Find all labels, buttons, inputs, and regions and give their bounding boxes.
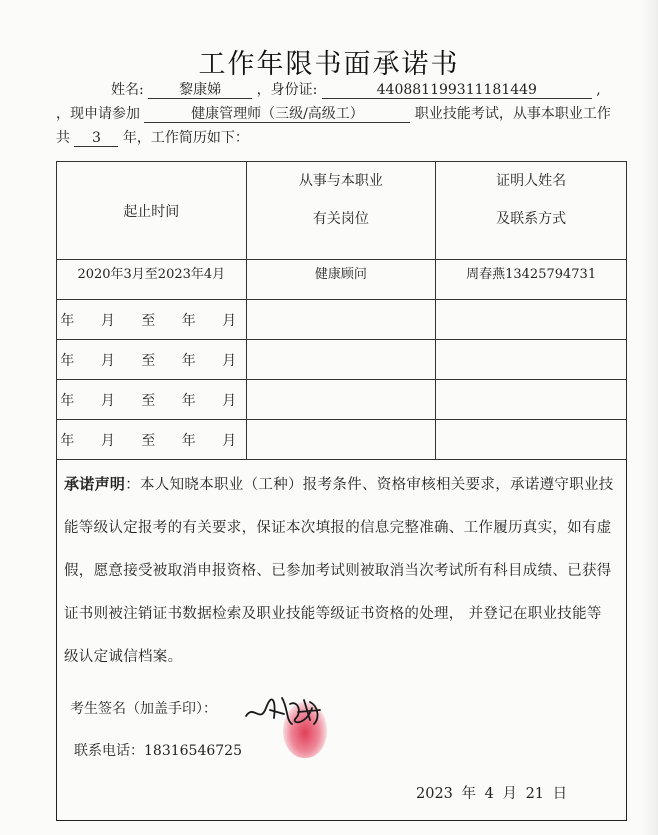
contact-line	[74, 740, 242, 760]
row-witness	[436, 380, 627, 420]
years-value: 3	[74, 130, 118, 147]
row-witness	[436, 340, 627, 380]
work-history-table	[56, 161, 627, 460]
row-period: 年 月 至 年 月	[57, 420, 247, 460]
row-period: 年 月 至 年 月	[57, 300, 247, 340]
name-label: 姓名:	[111, 82, 144, 98]
apply-suffix: 职业技能考试，从事本职业工作	[414, 106, 611, 122]
header-witness-line1: 证明人姓名	[496, 173, 567, 189]
row-witness	[436, 300, 627, 340]
contact-value: 18316546725	[144, 743, 242, 759]
header-position-line1: 从事与本职业	[298, 173, 383, 189]
header-period: 起止时间	[57, 162, 247, 260]
row-witness	[436, 420, 627, 460]
id-trailing-comma: ,	[596, 82, 601, 98]
table-row	[57, 260, 627, 300]
apply-prefix: ，现申请参加	[56, 106, 140, 122]
header-position-line2: 有关岗位	[312, 211, 369, 227]
exam-value: 健康管理师（三级/高级工）	[144, 106, 410, 123]
row-period: 年 月 至 年 月	[57, 340, 247, 380]
years-suffix: 年，工作简历如下：	[122, 130, 249, 146]
table-row	[57, 420, 627, 460]
table-row	[57, 380, 627, 420]
row-witness: 周春燕13425794731	[436, 260, 627, 300]
applicant-line	[111, 79, 601, 99]
row-period: 年 月 至 年 月	[57, 380, 247, 420]
row-position	[246, 340, 436, 380]
table-header-row	[57, 162, 627, 260]
years-line	[56, 127, 249, 147]
contact-label: 联系电话：	[74, 743, 144, 759]
name-value: 黎康娣	[148, 82, 252, 99]
row-position	[246, 380, 436, 420]
exam-line	[56, 103, 611, 123]
row-position	[246, 420, 436, 460]
header-witness-line2: 及联系方式	[496, 211, 567, 227]
signing-date: 2023 年 4 月 21 日	[416, 786, 568, 802]
table-row	[57, 340, 627, 380]
years-prefix: 共	[56, 130, 70, 146]
document-title: 工作年限书面承诺书	[198, 49, 460, 80]
signature-label: 考生签名（加盖手印）：	[70, 701, 217, 717]
handwritten-signature	[240, 690, 330, 734]
row-period: 2020年3月至2023年4月	[57, 260, 247, 300]
page-edge-shadow	[642, 0, 658, 835]
declaration-text: ：本人知晓本职业（工种）报考条件、资格审核相关要求，承诺遵守职业技能等级认定报考的有关要求，保证本次填报的信息完整准确、工作履历真实，如有虚假，愿意接受被取消申报资格、已参加考试则被取消当次考试所有科目成绩、已获得证书则被注销证书数据检索及职业技能等级证书资格的处理， 并登记在职业技能等级认定诚信档案。	[64, 477, 614, 665]
header-position	[246, 162, 436, 260]
declaration-heading: 承诺声明	[64, 475, 126, 493]
row-position: 健康顾问	[246, 260, 436, 300]
declaration-block	[64, 463, 616, 679]
id-value: 440881199311181449	[322, 82, 592, 99]
table-row	[57, 300, 627, 340]
header-witness	[436, 162, 627, 260]
row-position	[246, 300, 436, 340]
id-label: ，身份证:	[256, 82, 318, 98]
